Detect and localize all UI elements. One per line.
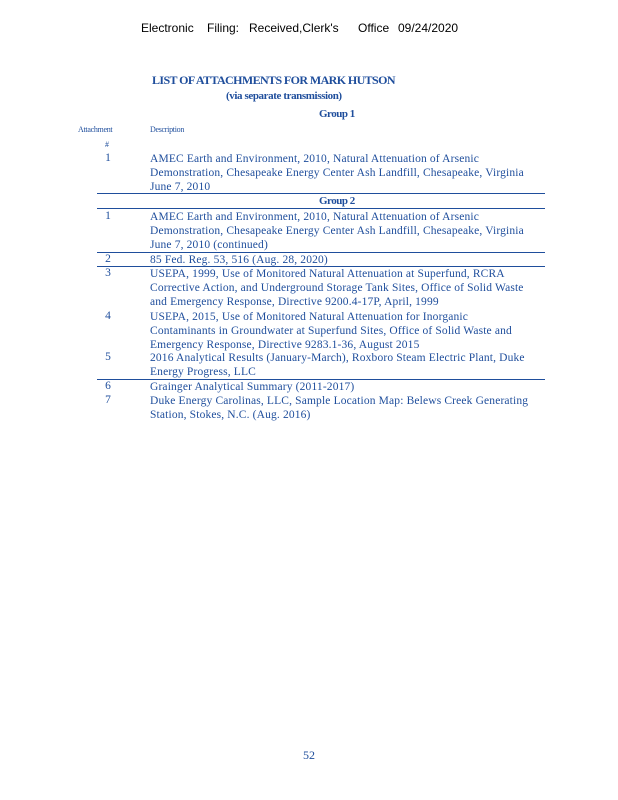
attachment-number: 7 bbox=[105, 394, 111, 406]
attachment-description bbox=[150, 253, 545, 267]
attachment-number: 1 bbox=[105, 152, 111, 164]
page-number: 52 bbox=[303, 748, 315, 762]
description-line: Energy Progress, LLC bbox=[150, 366, 256, 378]
description-line: Duke Energy Carolinas, LLC, Sample Location Map: Belews Creek Generating bbox=[150, 395, 529, 407]
description-line: Demonstration, Chesapeake Energy Center Ash Landfill, Chesapeake, Virginia bbox=[150, 225, 524, 237]
group-2-label: Group 2 bbox=[319, 195, 355, 207]
description-line: Contaminants in Groundwater at Superfund Sites, Office of Solid Waste and bbox=[150, 325, 512, 337]
description-line: and Emergency Response, Directive 9200.4-17P, April, 1999 bbox=[150, 296, 439, 308]
attachment-number: 2 bbox=[105, 253, 111, 265]
attachment-number: 6 bbox=[105, 380, 111, 392]
row-divider bbox=[97, 193, 545, 194]
stamp-electronic: Electronic bbox=[141, 21, 194, 35]
description-line: AMEC Earth and Environment, 2010, Natural Attenuation of Arsenic bbox=[150, 153, 479, 165]
description-line: AMEC Earth and Environment, 2010, Natural Attenuation of Arsenic bbox=[150, 211, 479, 223]
stamp-filing: Filing: bbox=[207, 21, 240, 35]
description-line: USEPA, 1999, Use of Monitored Natural Attenuation at Superfund, RCRA bbox=[150, 268, 505, 280]
document-subtitle: (via separate transmission) bbox=[226, 90, 342, 102]
column-header-number: # bbox=[105, 140, 109, 149]
description-line: USEPA, 2015, Use of Monitored Natural Attenuation for Inorganic bbox=[150, 311, 468, 323]
stamp-office: Office bbox=[358, 21, 390, 35]
attachment-number: 5 bbox=[105, 351, 111, 363]
attachment-description bbox=[150, 394, 545, 422]
description-line: June 7, 2010 (continued) bbox=[150, 239, 268, 251]
description-line: 2016 Analytical Results (January-March), Roxboro Steam Electric Plant, Duke bbox=[150, 352, 525, 364]
attachment-description bbox=[150, 152, 545, 194]
stamp-date: 09/24/2020 bbox=[398, 21, 459, 35]
description-line: Station, Stokes, N.C. (Aug. 2016) bbox=[150, 409, 311, 421]
description-line: Corrective Action, and Underground Storage Tank Sites, Office of Solid Waste bbox=[150, 282, 524, 294]
stamp-received: Received,Clerk's bbox=[249, 21, 339, 35]
attachment-description bbox=[150, 310, 545, 352]
attachment-number: 3 bbox=[105, 267, 111, 279]
document-title: LIST OF ATTACHMENTS FOR MARK HUTSON bbox=[152, 73, 395, 87]
attachment-description bbox=[150, 267, 545, 309]
attachment-number: 4 bbox=[105, 310, 111, 322]
row-divider bbox=[97, 208, 545, 209]
column-header-attachment: Attachment bbox=[78, 125, 113, 134]
attachment-description bbox=[150, 351, 545, 379]
attachment-description bbox=[150, 210, 545, 252]
description-line: Demonstration, Chesapeake Energy Center Ash Landfill, Chesapeake, Virginia bbox=[150, 167, 524, 179]
attachment-number: 1 bbox=[105, 210, 111, 222]
description-line: June 7, 2010 bbox=[150, 181, 211, 193]
description-line: Emergency Response, Directive 9283.1-36, August 2015 bbox=[150, 339, 420, 351]
description-line: 85 Fed. Reg. 53, 516 (Aug. 28, 2020) bbox=[150, 254, 328, 266]
description-line: Grainger Analytical Summary (2011-2017) bbox=[150, 381, 355, 393]
column-header-description: Description bbox=[150, 125, 185, 134]
attachment-description bbox=[150, 380, 545, 394]
group-1-label: Group 1 bbox=[319, 108, 355, 120]
